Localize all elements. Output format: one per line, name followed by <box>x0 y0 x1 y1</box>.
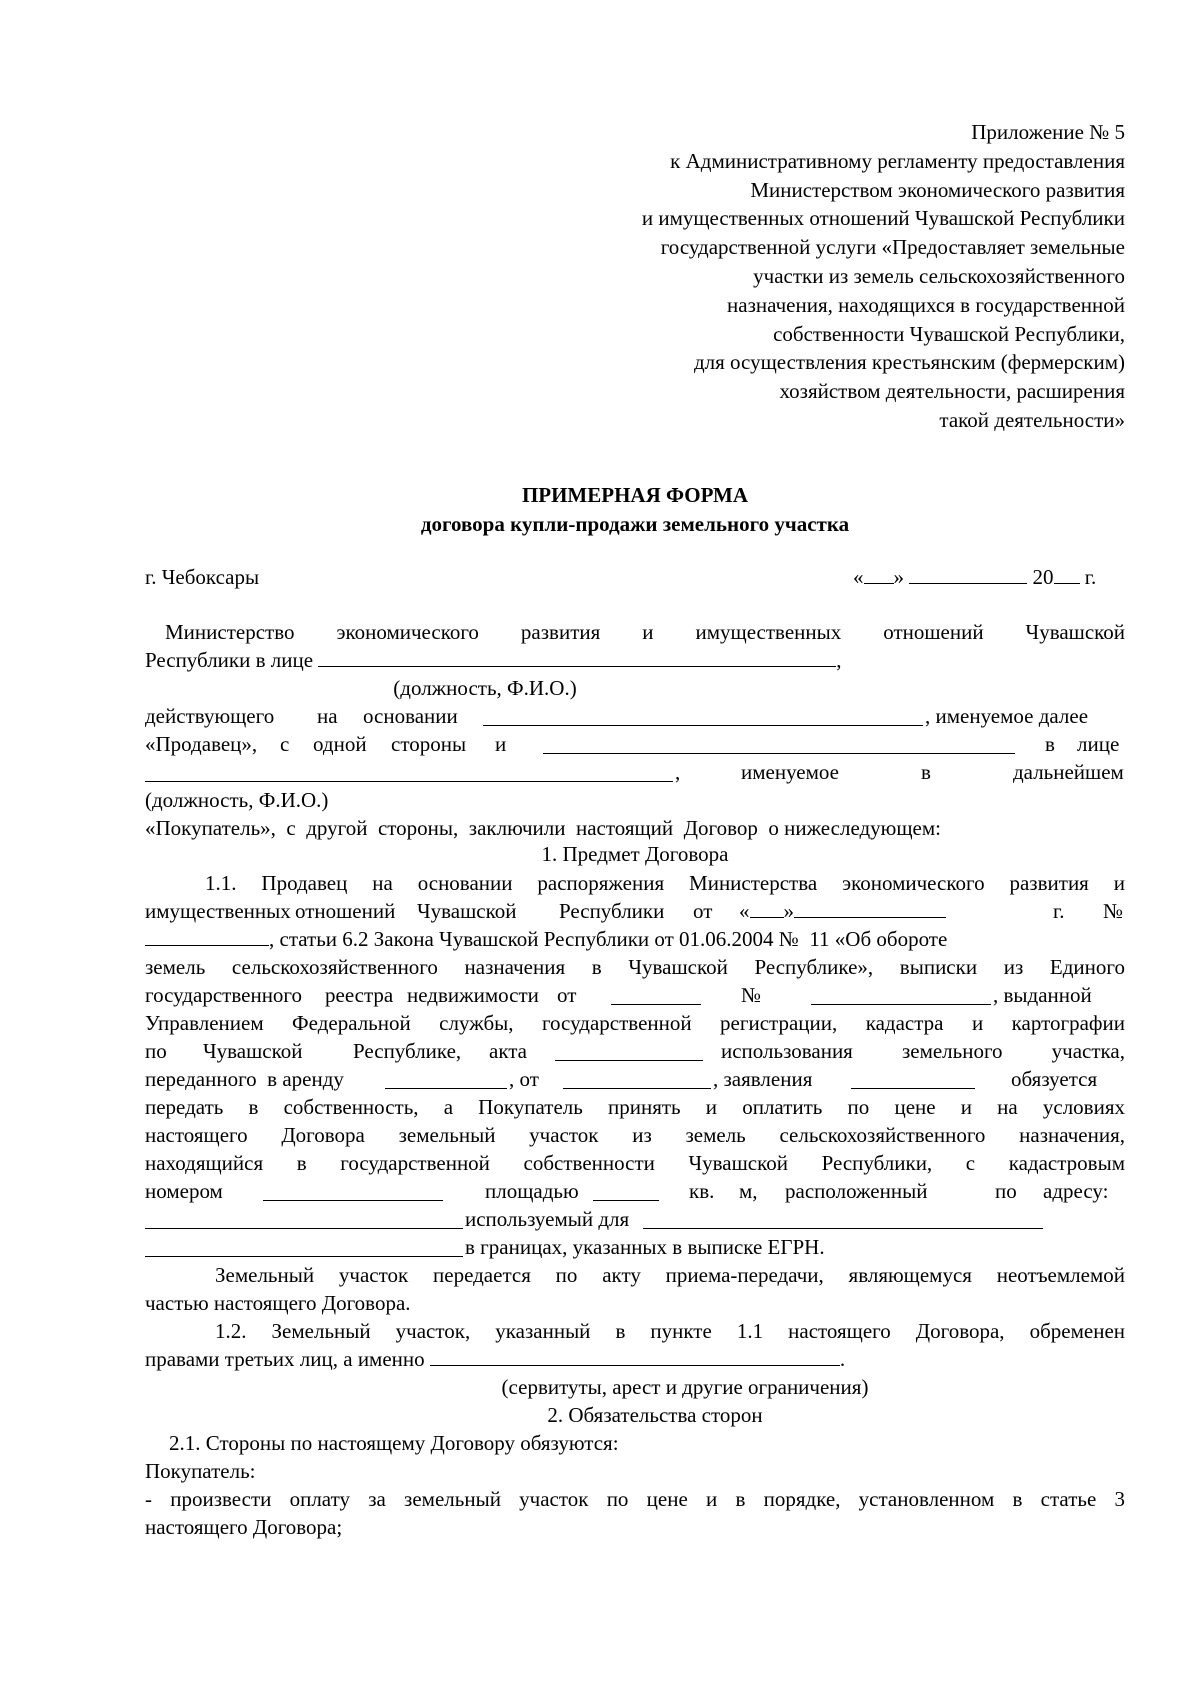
clause-1-1-line-9: передать в собственность, а Покупатель принять и оплатить по цене и на условиях <box>145 1095 1125 1119</box>
parties-line-6: «Покупатель», с другой стороны, заключили настоящий Договор о нижеследующем: <box>145 816 941 840</box>
lease-blank <box>385 1068 507 1089</box>
date-field: « » 20 г. <box>853 565 1097 589</box>
appendix-line: Министерством экономического развития <box>750 177 1125 202</box>
transfer-act-line-1: Земельный участок передается по акту приема-передачи, являющемуся неотъемлемой <box>215 1263 1125 1287</box>
order-month-blank <box>794 897 946 918</box>
transfer-act-line-2: частью настоящего Договора. <box>145 1291 411 1315</box>
obligation-item-1-line-1: - произвести оплату за земельный участок по цене и в порядке, установленном в статье 3 <box>145 1487 1125 1511</box>
appendix-line: такой деятельности» <box>939 407 1125 432</box>
act-blank <box>555 1040 703 1061</box>
address-blank-2 <box>145 1236 463 1257</box>
lease-date-blank <box>563 1068 711 1089</box>
city: г. Чебоксары <box>145 565 260 589</box>
parties-line-1: Министерство экономического развития и имущественных отношений Чувашской <box>165 620 1126 644</box>
document-title: ПРИМЕРНАЯ ФОРМА <box>521 483 749 507</box>
address-blank <box>145 1208 463 1229</box>
section-1-heading: 1. Предмет Договора <box>541 842 729 866</box>
document-subtitle: договора купли-продажи земельного участка <box>420 512 850 536</box>
encumbrance-blank <box>430 1345 840 1366</box>
clause-1-1-line-7: по Чувашской Республике, акта использования земельного участка, <box>145 1039 1125 1063</box>
place-date-line <box>145 563 1125 591</box>
appendix-line: Приложение № 5 <box>971 120 1125 144</box>
clause-1-1-line-8: переданного в аренду , от , заявления обязуется <box>145 1067 1098 1091</box>
clause-1-1-line-5: государственного реестра недвижимости от № , выданной <box>145 983 1092 1007</box>
appendix-line: для осуществления крестьянским (фермерским) <box>693 350 1125 375</box>
parties-line-4: «Продавец», с одной стороны и в лице <box>145 732 1120 756</box>
buyer-blank <box>543 733 1015 754</box>
appendix-line: хозяйством деятельности, расширения <box>779 379 1125 404</box>
appendix-line: участки из земель сельскохозяйственного <box>753 263 1125 288</box>
clause-1-1-line-10: настоящего Договора земельный участок из земель сельскохозяйственного назначения, <box>145 1123 1125 1147</box>
hint-position-name-1: (должность, Ф.И.О.) <box>393 676 577 700</box>
appendix-block <box>525 118 1125 435</box>
day-blank <box>864 563 894 584</box>
obligation-item-1-line-2: настоящего Договора; <box>145 1515 343 1539</box>
cadastral-number-blank <box>263 1180 443 1201</box>
clause-1-1-line-13: используемый для <box>145 1205 1125 1233</box>
clause-1-1-line-1: 1.1. Продавец на основании распоряжения Министерства экономического развития и <box>205 871 1125 895</box>
hint-position-name-2: (должность, Ф.И.О.) <box>145 788 329 812</box>
usage-blank <box>643 1208 1043 1229</box>
egrn-number-blank <box>811 984 991 1005</box>
clause-1-1-line-6: Управлением Федеральной службы, государственной регистрации, кадастра и картографии <box>145 1011 1125 1035</box>
clause-1-2-line-1: 1.2. Земельный участок, указанный в пункте 1.1 настоящего Договора, обременен <box>215 1319 1125 1343</box>
appendix-line: к Административному регламенту предоставления <box>670 148 1125 173</box>
clause-1-1-line-3: , статьи 6.2 Закона Чувашской Республики от 01.06.2004 № 11 «Об обороте <box>145 925 1125 953</box>
clause-2-1: 2.1. Стороны по настоящему Договору обязуются: <box>169 1431 619 1455</box>
clause-1-1-line-2: имущественных отношений Чувашской Республики от « » г. № <box>145 899 1124 923</box>
document-page <box>145 0 1125 1697</box>
parties-line-3: действующего на основании , именуемое далее <box>145 704 1089 728</box>
buyer-rep-blank <box>145 761 673 782</box>
clause-1-1-line-4: земель сельскохозяйственного назначения в Чувашской Республике», выписки из Единого <box>145 955 1125 979</box>
clause-1-1-line-11: находящийся в государственной собственности Чувашской Республики, с кадастровым <box>145 1151 1125 1175</box>
order-number-blank <box>145 925 269 946</box>
appendix-line: и имущественных отношений Чувашской Республики <box>641 206 1125 231</box>
parties-line-5: , именуемое в дальнейшем <box>145 758 1125 786</box>
appendix-line: назначения, находящихся в государственной <box>727 292 1125 317</box>
order-day-blank <box>750 897 784 918</box>
month-blank <box>909 563 1027 584</box>
parties-line-2: Республики в лице , <box>145 648 842 672</box>
year-blank <box>1054 563 1080 584</box>
clause-1-1-line-14: в границах, указанных в выписке ЕГРН. <box>145 1233 1125 1261</box>
hint-encumbrances: (сервитуты, арест и другие ограничения) <box>501 1375 869 1399</box>
clause-1-1-line-12: номером площадью кв. м, расположенный по адресу: <box>145 1179 1109 1203</box>
egrn-date-blank <box>611 984 701 1005</box>
area-blank <box>593 1180 659 1201</box>
basis-blank <box>483 705 923 726</box>
seller-rep-blank <box>318 646 836 667</box>
appendix-line: государственной услуги «Предоставляет земельные <box>660 235 1125 260</box>
application-blank <box>851 1068 975 1089</box>
clause-1-2-line-2: правами третьих лиц, а именно . <box>145 1347 846 1371</box>
section-2-heading: 2. Обязательства сторон <box>547 1403 763 1427</box>
buyer-label: Покупатель: <box>145 1459 256 1483</box>
appendix-line: собственности Чувашской Республики, <box>773 321 1125 346</box>
